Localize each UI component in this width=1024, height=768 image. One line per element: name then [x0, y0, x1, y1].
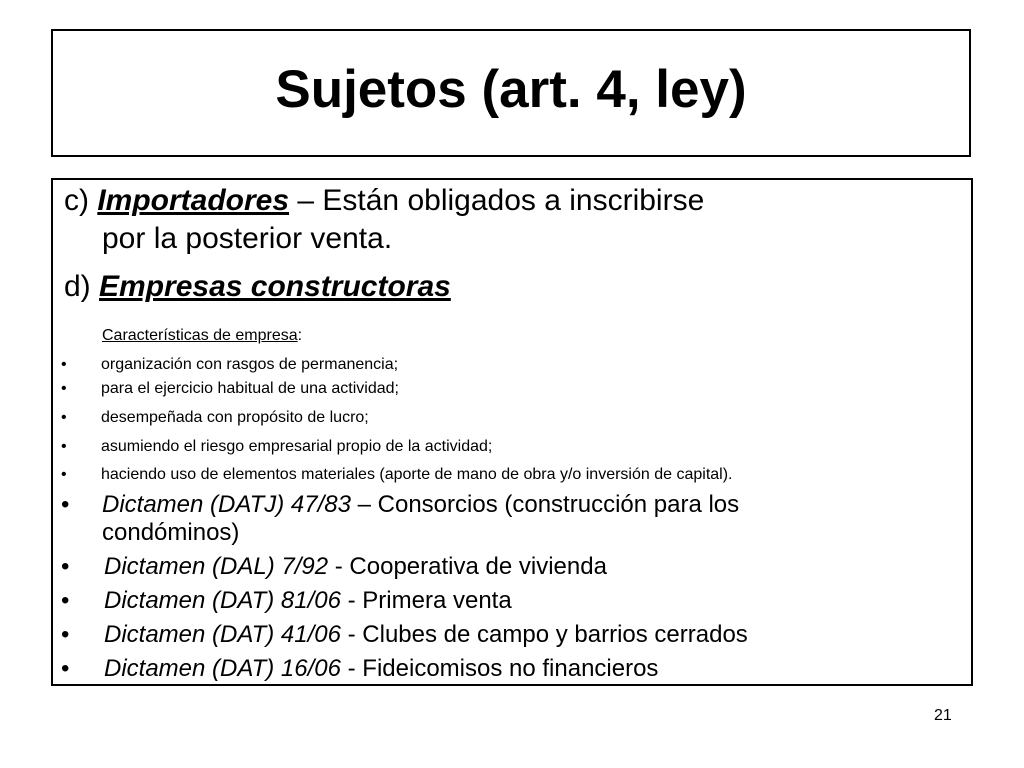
bullet-icon: •	[61, 621, 70, 648]
item-c-line1	[64, 183, 704, 219]
dictamen-sep: –	[350, 491, 378, 518]
dictamen-ref: Dictamen (DAT) 16/06	[104, 655, 341, 682]
feature-text: organización con rasgos de permanencia;	[101, 356, 399, 373]
dictamen-desc: Clubes de campo y barrios cerrados	[362, 621, 748, 648]
dictamen-desc-cont: condóminos)	[102, 519, 240, 546]
feature-text: para el ejercicio habitual de una actividad;	[101, 380, 399, 397]
item-c-line2: por la posterior venta.	[102, 222, 393, 255]
dictamen-desc: Consorcios (construcción para los	[377, 491, 740, 518]
bullet-icon: •	[61, 356, 67, 373]
dictamen-sep: -	[340, 655, 363, 682]
bullet-icon: •	[61, 553, 70, 580]
dictamen-sep: -	[340, 587, 363, 614]
bullet-icon: •	[61, 438, 67, 455]
item-c-prefix: c)	[64, 184, 98, 217]
features-heading-colon: :	[297, 327, 303, 344]
dictamen-sep: -	[328, 553, 350, 580]
bullet-icon: •	[61, 409, 67, 426]
page-number: 21	[934, 707, 952, 724]
bullet-icon: •	[61, 491, 70, 518]
bullet-icon: •	[61, 380, 67, 397]
title-box	[51, 29, 971, 157]
item-c-rest: – Están obligados a inscribirse	[289, 184, 705, 217]
bullet-icon: •	[61, 587, 70, 614]
dictamen-ref: Dictamen (DAL) 7/92	[104, 553, 329, 580]
bullet-icon: •	[61, 466, 67, 483]
dictamen-ref: Dictamen (DATJ) 47/83	[102, 491, 351, 518]
item-c-term: Importadores	[97, 184, 290, 217]
feature-text: haciendo uso de elementos materiales (aporte de mano de obra y/o inversión de capital).	[101, 466, 733, 483]
dictamen-ref: Dictamen (DAT) 81/06	[104, 587, 341, 614]
item-d-term: Empresas constructoras	[99, 270, 451, 303]
slide-title: Sujetos (art. 4, ley)	[275, 59, 747, 119]
item-d-line	[64, 269, 451, 305]
features-heading	[102, 326, 302, 346]
features-heading-label: Características de empresa	[102, 327, 298, 344]
dictamen-ref: Dictamen (DAT) 41/06	[104, 621, 341, 648]
item-d-prefix: d)	[64, 270, 100, 303]
dictamen-sep: -	[340, 621, 363, 648]
feature-text: asumiendo el riesgo empresarial propio de la actividad;	[101, 438, 493, 455]
bullet-icon: •	[61, 655, 70, 682]
content-box	[51, 178, 973, 686]
dictamen-desc: Fideicomisos no financieros	[362, 655, 659, 682]
dictamen-desc: Primera venta	[362, 587, 512, 614]
feature-text: desempeñada con propósito de lucro;	[101, 409, 369, 426]
dictamen-desc: Cooperativa de vivienda	[349, 553, 607, 580]
